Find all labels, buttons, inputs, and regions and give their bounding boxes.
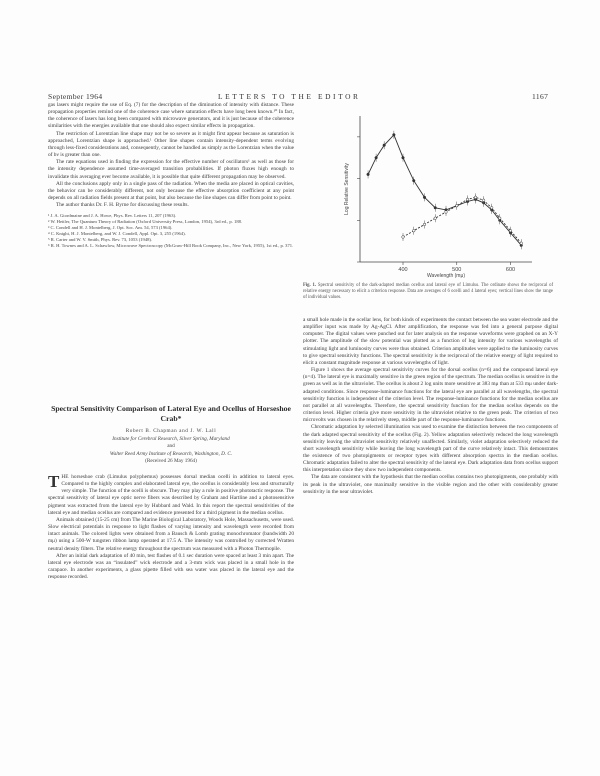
body-paragraph: Chromatic adaptation by selected illumination was used to examine the distinction between the two components of the dark adapted spectral sensitivity of the ocellus (Fig. 2). Yellow adaptation selectively reduced the long wavelength sensitivity leaving the ultraviolet sensitivity relatively unaffected. Similarly, violet adaptation selectively reduced the short wavelength sensitivity while leaving the long wavelength part of the curve relatively intact. This demonstrates the existence of two photopigments or receptor types with different absorption spectra in the median ocellus. Chromatic adaptation failed to alter the spectral sensitivity of the lateral eye. Dark adaptation data from ocellus support this interpretation since they show two independent components. <box>303 424 558 474</box>
data-point <box>375 156 378 159</box>
x-tick-label: 500 <box>452 267 462 273</box>
left-column-top <box>48 102 294 249</box>
spectral-sensitivity-chart <box>300 102 560 278</box>
data-point <box>402 156 405 159</box>
series-line-lateral-eye <box>403 197 521 243</box>
header-date: September 1964 <box>48 92 103 101</box>
data-point <box>423 196 426 199</box>
series-line-ocellus <box>368 135 521 246</box>
body-paragraph: The restriction of Lorentzian line shape may not be so severe as it might first appear because as saturation is approached, Lorentzian shape is approached.¹ Other line shapes contain intensity-dependent terms evolving through less-fixed considerations and, consequently, cannot be handled as simply as the Lorentzian when the value of bν is greater than one. <box>48 130 294 159</box>
body-paragraph: gas lasers might require the use of Eq. (7) for the description of the diminution of intensity with distance. These propagation properties remind one of the coherence case where saturation effects have long been known.¹⁰ In fact, the coherence of lasers has long been compared with microwave generators, and it is just because of the coherence similarities with the energies available that one should also expect similar effects in propagation. <box>48 102 294 130</box>
data-point <box>509 229 512 232</box>
body-paragraph: All the conclusions apply only in a single pass of the radiation. When the media are placed in optical cavities, the behavior can be considerably different, not only because the effective absorption coefficient at any point depends on all radiation fields present at that point, but also because the line shapes can differ from point to point. <box>48 180 294 202</box>
data-point <box>402 236 405 239</box>
article-authors: Robert B. Chapman and J. W. Lall <box>125 428 217 434</box>
data-point <box>434 217 437 220</box>
data-point <box>423 223 426 226</box>
body-paragraph: a small hole made in the ocellar lens, for both kinds of experiments the contact between the sea water electrode and the amplifier input was made by Ag-AgCl. After amplification, the response was fed into a general purpose digital computer. The digital values were punched out for later analysis on the response waveforms were graphed on an X-Y plotter. The amplitude of the slow potential was plotted as a function of log intensity for various wavelengths of stimulating light and luminosity curves were thus obtained. Criterion amplitudes were applied to the luminosity curves to give spectral sensitivity functions. The spectral sensitivity is the reciprocal of the relative energy of light required to elicit a constant magnitude response at various wavelengths of light. <box>303 317 558 366</box>
body-paragraph: Figure 1 shows the average spectral sensitivity curves for the dorsal ocellus (n=6) and the compound lateral eye (n=4). The lateral eye is maximally sensitive in the green region of the spectrum. The median ocellus is sensitive in the green as well as in the ultraviolet. The ocellus is about 2 log units more sensitive at 383 mμ than at 533 mμ under dark-adapted conditions. Since response-luminance functions for the lateral eye are parallel at all wavelengths, the spectral sensitivity function is independent of the criterion level. The response-luminance functions for the median ocellus are not parallel at all wavelengths. Therefore, the spectral sensitivity function for the median ocellus depends on the criterion level. Higher criteria give more sensitivity in the ultraviolet relative to the green peak. The criterion of two microvolts was chosen in the relatively steep, middle part of the response-luminance functions. <box>303 367 558 424</box>
reference: ² W. Heitler, The Quantum Theory of Radiation (Oxford University Press, London, 1954), 3rd ed., p. 188. <box>48 219 243 225</box>
article-byline <box>48 428 294 466</box>
header-page-number: 1167 <box>532 92 549 101</box>
article-affiliation: Walter Reed Army Institute of Research, Washington, D. C. <box>109 450 233 457</box>
data-point <box>455 204 458 207</box>
x-tick-label: 400 <box>398 267 408 273</box>
data-point <box>445 211 448 214</box>
y-axis-label: Log Relative Sensitivity <box>344 163 350 215</box>
x-tick-label: 600 <box>505 267 516 273</box>
left-column-article <box>48 474 294 581</box>
data-point <box>412 179 415 182</box>
data-point <box>482 199 485 202</box>
data-point <box>393 133 396 136</box>
body-paragraph: Animals obtained (15-25 cm) from The Marine Biological Laboratory, Woods Hole, Massachusetts, were used. Slow electrical potentials in response to light flashes of varying intensity and wavelength were recorded from intact animals. The colored lights were obtained from a Bausch & Lomb grating monochromator (bandwidth 20 mμ) using a 500-W tungsten ribbon lamp operated at 17.5 A. The intensity was controlled by corrected Wratten neutral density filters. The relative energy throughout the spectrum was measured with a Photon Thermopile. <box>48 516 294 552</box>
body-paragraph: The data are consistent with the hypothesis that the median ocellus contains two photopigments, one probably with its peak in the ultraviolet, one maximally sensitive in the visible region and the other with considerably greater sensitivity in the near ultraviolet. <box>303 474 558 495</box>
data-point <box>367 173 370 176</box>
figure-caption-text: Spectral sensitivity of the dark-adapted median ocellus and lateral eye of Limulus. The ordinate shows the reciprocal of relative energy necessary to elicit a criterion response. Data are averages of 6 ocelli and 4 lateral eyes; vertical lines show the range of individual values. <box>303 283 554 301</box>
data-point <box>474 196 477 199</box>
right-column-article <box>303 317 558 496</box>
article-title: Spectral Sensitivity Comparison of Lateral Eye and Ocellus of Horseshoe Crab* <box>51 404 291 423</box>
data-point <box>412 229 415 232</box>
data-point <box>498 217 501 220</box>
acknowledgment: The author thanks Dr. F. H. Byrne for discussing these results. <box>56 202 189 209</box>
x-axis-label: Wavelength (mμ) <box>427 273 465 278</box>
data-point <box>520 242 523 245</box>
data-point <box>434 206 437 209</box>
reference: ³ C. Condell and H. J. Montelberg, J. Opt. Soc. Am. 54, 573 (1964). <box>48 225 173 231</box>
data-point <box>383 144 386 147</box>
reference: ⁵ R. Carter and W. V. Smith, Phys. Rev. 73, 1053 (1948). <box>48 236 153 242</box>
header-journal-title: LETTERS TO THE EDITOR <box>218 92 361 101</box>
body-paragraph-text: HE horseshoe crab (Limulus polyphemus) possesses dorsal median ocelli in addition to lateral eyes. Compared to the highly complex and elaborated lateral eye, the ocellus is considerably less and structurally very simple. The function of the ocelli is obscure. They may play a role in positive phototactic response. The spectral sensitivity of lateral eye optic nerve fibers was described by Graham and Hartline and a photosensitive pigment was extracted from the lateral eye by Hubbard and Wald. In this report the spectral sensitivities of the lateral eye and median ocellus are compared and evidence presented for a third pigment in the median ocellus. <box>48 474 294 516</box>
body-paragraph <box>48 474 294 517</box>
figure-caption-label: Fig. 1. <box>303 283 317 288</box>
article-received-date: (Received 26 May 1964) <box>145 458 197 465</box>
reference-list <box>48 213 294 248</box>
article-affiliation: Institute for Cerebral Research, Silver Spring, Maryland <box>112 435 230 442</box>
reference: ⁴ C. Knight, H. J. Montelberg, and W. J. Condell, Appl. Opt. 3, 255 (1964). <box>48 231 186 237</box>
data-point <box>466 198 469 201</box>
plot-area <box>344 116 532 278</box>
article-affiliation-joiner: and <box>167 443 175 450</box>
figure-caption <box>303 283 553 301</box>
reference: ¹ J. A. Giordmaine and J. A. Howe, Phys. Rev. Letters 11, 207 (1963). <box>48 213 177 219</box>
data-point <box>490 206 493 209</box>
body-paragraph: The rate equations used in finding the expression for the effective number of oscillators¹ as well as those for the intensity dependence assumed time-averaged transition probabilities. If photon fluxes high enough to invalidate this averaging ever become available, it is possible that quite different propagation may be observed. <box>48 159 294 180</box>
body-paragraph: After an initial dark adaptation of 40 min, test flashes of 0.1 sec duration were spaced at least 3 min apart. The lateral eye electrode was an “insulated” wick electrode and a 3-mm wick was placed in a small hole in the carapace. In another experiments, a glass pipette filled with sea water was placed in the lateral eye and the response recorded. <box>48 552 294 581</box>
reference: ⁶ R. H. Townes and A. L. Schawlow, Microwave Spectroscopy (McGraw-Hill Book Company, Inc., New York, 1955), 1st ed., p. 371. <box>48 242 294 248</box>
drop-cap: T <box>48 472 60 491</box>
